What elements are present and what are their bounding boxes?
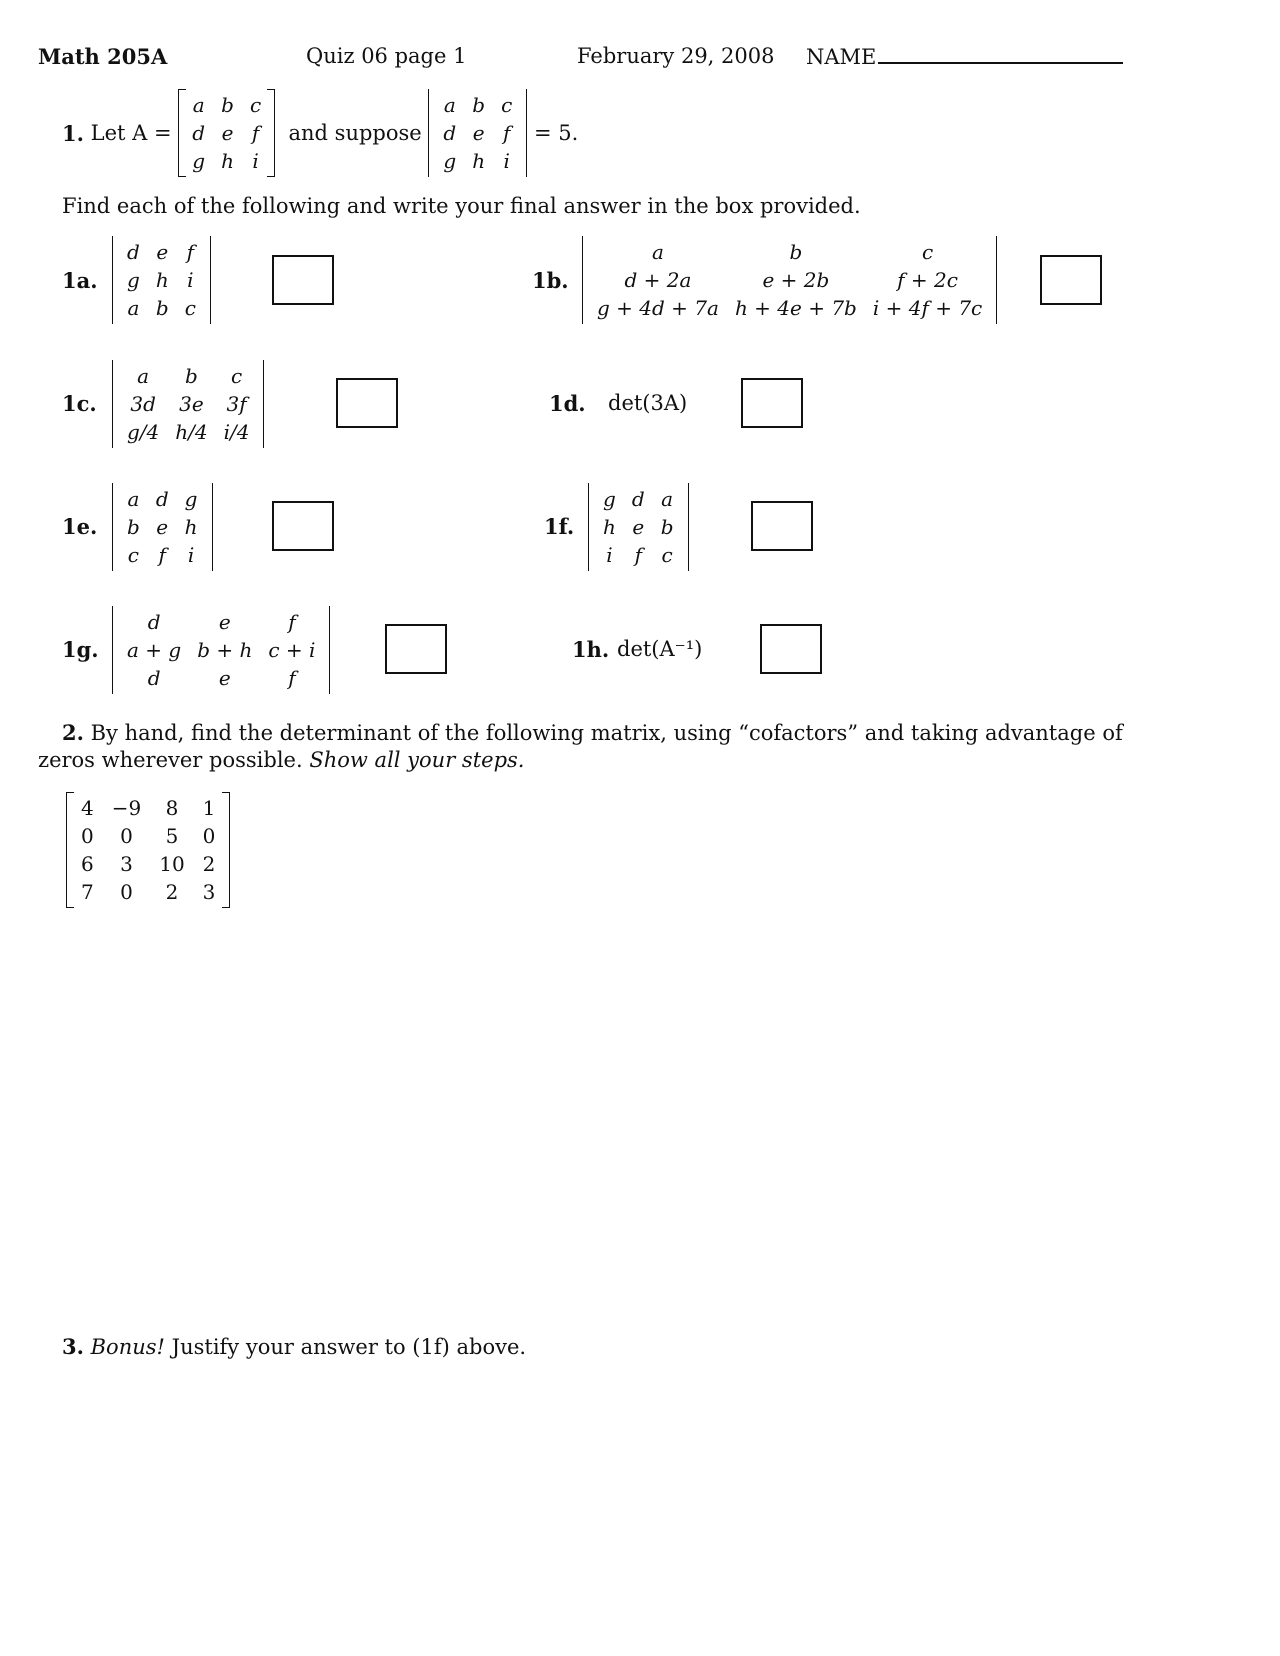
part-1b-label: 1b. <box>532 268 569 293</box>
answer-box-1g[interactable] <box>385 624 447 674</box>
matrix-cell: −9 <box>111 796 142 820</box>
det-cell: d <box>155 487 169 511</box>
part-1g-determinant <box>112 606 330 694</box>
det-cell: d + 2a <box>624 268 692 292</box>
det-cell: d <box>147 610 161 634</box>
det-cell: f <box>634 543 642 567</box>
det-cell: i <box>187 543 195 567</box>
q1-statement <box>62 88 578 178</box>
q3-statement <box>62 1334 526 1359</box>
det-cell: i <box>503 149 510 173</box>
det-cell: 3f <box>226 392 247 416</box>
part-1c-determinant <box>112 360 264 448</box>
part-1f-label: 1f. <box>544 514 575 539</box>
determinant-A <box>428 89 527 177</box>
det-cell: e <box>218 610 231 634</box>
q2-number: 2. <box>62 720 84 745</box>
matrix-cell: 0 <box>202 824 216 848</box>
q2-matrix <box>66 792 230 908</box>
det-cell: e <box>218 666 231 690</box>
answer-box-1b[interactable] <box>1040 255 1102 305</box>
det-cell: a <box>127 296 140 320</box>
q1-number: 1. <box>62 120 84 146</box>
name-blank-line[interactable] <box>878 44 1123 64</box>
det-cell: e <box>632 515 645 539</box>
det-cell: c <box>501 93 513 117</box>
matrix-A <box>178 89 275 177</box>
det-cell: i <box>606 543 613 567</box>
det-cell: c + i <box>268 638 316 662</box>
det-cell: h/4 <box>175 420 208 444</box>
part-1h-expression: det(A⁻¹) <box>617 637 703 661</box>
answer-box-1d[interactable] <box>741 378 803 428</box>
det-cell: d <box>127 240 140 264</box>
name-field[interactable] <box>806 44 1123 69</box>
matrix-cell: d <box>192 121 206 145</box>
course-title: Math 205A <box>38 44 168 69</box>
answer-box-1f[interactable] <box>751 501 813 551</box>
det-cell: f <box>158 543 166 567</box>
det-cell: c <box>184 296 196 320</box>
part-1g-label: 1g. <box>62 637 99 662</box>
det-cell: a <box>443 93 456 117</box>
det-cell: e <box>472 121 485 145</box>
det-cell: g/4 <box>127 420 160 444</box>
det-cell: f <box>288 610 296 634</box>
det-cell: i/4 <box>223 420 250 444</box>
det-cell: f + 2c <box>897 268 958 292</box>
det-cell: a <box>661 487 674 511</box>
q2-emphasis: Show all your steps. <box>309 748 525 772</box>
det-cell: a <box>127 487 140 511</box>
q2-text-line2 <box>38 748 524 772</box>
det-cell: b <box>789 240 803 264</box>
det-cell: g <box>184 487 198 511</box>
part-1h-label: 1h. <box>572 637 610 662</box>
det-cell: g + 4d + 7a <box>597 296 719 320</box>
det-cell: e <box>156 240 169 264</box>
det-cell: b <box>127 515 140 539</box>
det-cell: c <box>921 240 934 264</box>
and-suppose-text: and suppose <box>288 121 422 145</box>
part-1e-label: 1e. <box>62 514 98 539</box>
det-cell: 3d <box>130 392 156 416</box>
answer-box-1c[interactable] <box>336 378 398 428</box>
matrix-cell: 0 <box>120 824 133 848</box>
part-1f-determinant <box>588 483 689 571</box>
det-cell: e + 2b <box>762 268 830 292</box>
det-cell: f <box>503 121 511 145</box>
q1-instruction: Find each of the following and write your final answer in the box provided. <box>62 194 861 218</box>
det-cell: b <box>472 93 486 117</box>
det-cell: c <box>127 543 139 567</box>
matrix-cell: 8 <box>165 796 179 820</box>
det-cell: h <box>184 515 198 539</box>
answer-box-1h[interactable] <box>760 624 822 674</box>
det-cell: d <box>147 666 161 690</box>
matrix-cell: c <box>249 93 262 117</box>
q3-text: Justify your answer to (1f) above. <box>171 1335 527 1359</box>
part-1a-determinant <box>112 236 211 324</box>
det-cell: h + 4e + 7b <box>734 296 857 320</box>
matrix-cell: g <box>192 149 206 173</box>
q2-text: By hand, find the determinant of the following matrix, using “cofactors” and taking advantage of <box>90 721 1123 745</box>
det-cell: h <box>155 268 169 292</box>
det-cell: h <box>603 515 616 539</box>
matrix-cell: 6 <box>81 852 94 876</box>
matrix-cell: h <box>221 149 234 173</box>
quiz-title: Quiz 06 page 1 <box>306 44 467 68</box>
matrix-cell: 0 <box>81 824 94 848</box>
det-cell: c <box>661 543 673 567</box>
matrix-cell: a <box>192 93 205 117</box>
q3-number: 3. <box>62 1334 84 1359</box>
matrix-cell: 3 <box>202 880 216 904</box>
name-label: NAME <box>806 45 877 69</box>
matrix-cell: 1 <box>202 796 216 820</box>
matrix-cell: 2 <box>202 852 216 876</box>
det-cell: g <box>127 268 140 292</box>
det-cell: b + h <box>197 638 253 662</box>
det-equals-value: = 5. <box>534 121 579 145</box>
answer-box-1e[interactable] <box>272 501 334 551</box>
det-cell: 3e <box>179 392 204 416</box>
det-cell: c <box>230 364 243 388</box>
matrix-cell: i <box>252 149 259 173</box>
det-cell: i + 4f + 7c <box>872 296 983 320</box>
part-1d-expression: det(3A) <box>608 391 688 415</box>
part-1d-label: 1d. <box>549 391 586 416</box>
det-cell: f <box>186 240 194 264</box>
answer-box-1a[interactable] <box>272 255 334 305</box>
matrix-cell: 3 <box>120 852 133 876</box>
det-cell: b <box>185 364 198 388</box>
part-1c-label: 1c. <box>62 391 97 416</box>
part-1a-label: 1a. <box>62 268 98 293</box>
part-1b-determinant <box>582 236 997 324</box>
det-cell: h <box>472 149 486 173</box>
det-cell: b <box>155 296 169 320</box>
det-cell: d <box>631 487 645 511</box>
det-cell: g <box>443 149 457 173</box>
part-1e-determinant <box>112 483 213 571</box>
q1-let-text: Let A = <box>90 121 172 145</box>
det-cell: f <box>288 666 296 690</box>
det-cell: g <box>603 487 616 511</box>
matrix-cell: 10 <box>159 852 185 876</box>
matrix-cell: b <box>221 93 234 117</box>
q2-text-line1 <box>62 720 1123 745</box>
matrix-cell: f <box>251 121 260 145</box>
det-cell: b <box>660 515 674 539</box>
det-cell: e <box>156 515 169 539</box>
matrix-cell: 0 <box>120 880 133 904</box>
det-cell: i <box>187 268 194 292</box>
matrix-cell: 5 <box>165 824 179 848</box>
det-cell: a + g <box>127 638 182 662</box>
quiz-date: February 29, 2008 <box>577 44 775 68</box>
q2-text-cont: zeros wherever possible. <box>38 748 303 772</box>
matrix-cell: 2 <box>165 880 179 904</box>
matrix-cell: 7 <box>81 880 94 904</box>
matrix-cell: e <box>221 121 234 145</box>
det-cell: a <box>652 240 664 264</box>
matrix-cell: 4 <box>81 796 94 820</box>
det-cell: a <box>137 364 150 388</box>
det-cell: d <box>443 121 457 145</box>
q3-bonus: Bonus! <box>90 1335 165 1359</box>
